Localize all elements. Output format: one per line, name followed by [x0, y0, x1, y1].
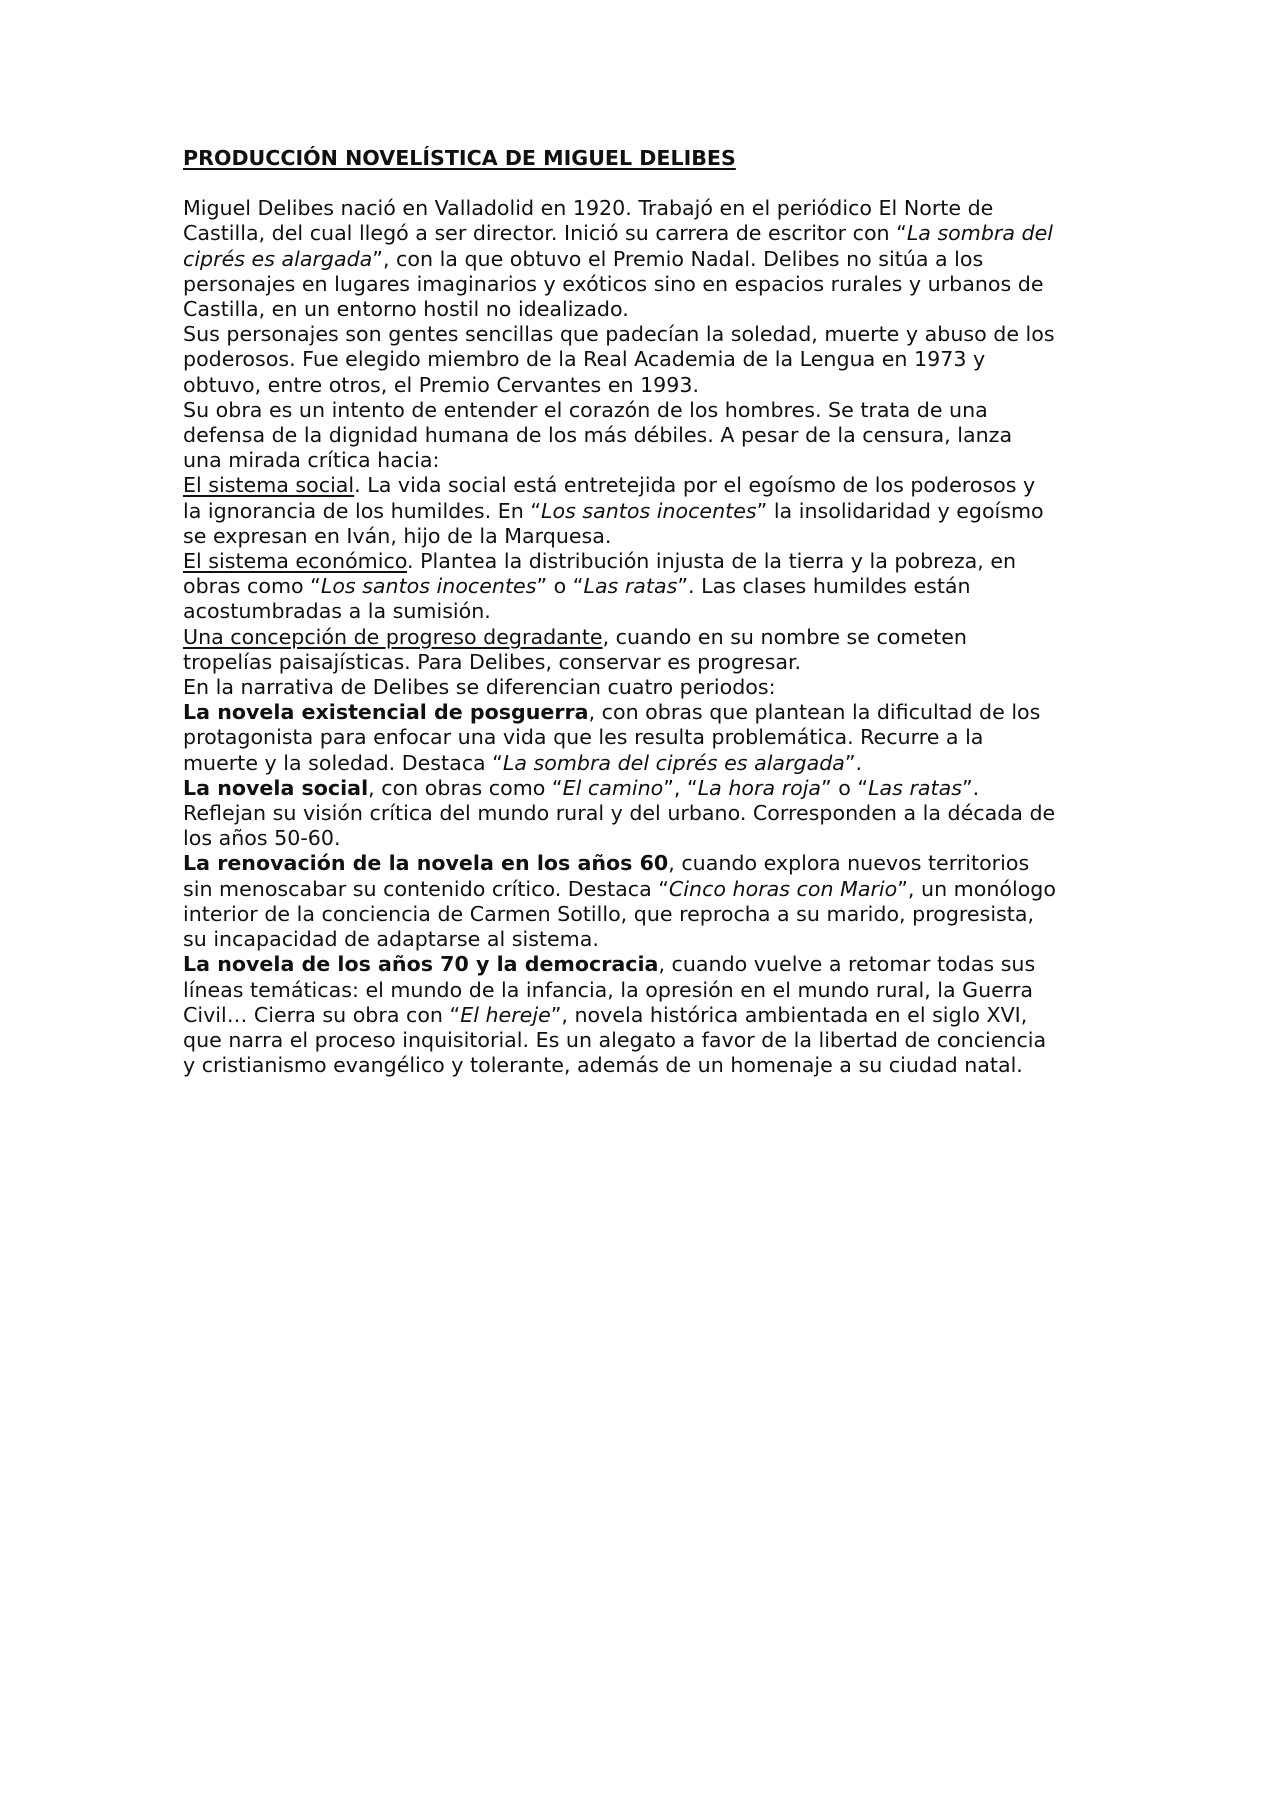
book-title: La sombra del ciprés es alargada [502, 750, 845, 775]
bold-heading: La novela social [183, 775, 369, 800]
book-title: El camino [562, 775, 664, 800]
text-segment: se expresan en Iván, hijo de la Marquesa. [183, 523, 612, 548]
book-title: La sombra del [906, 221, 1054, 246]
text-segment: sin menoscabar su contenido crítico. Destaca “ [183, 876, 669, 901]
book-title: Los santos inocentes [541, 498, 757, 523]
text-line [183, 801, 1113, 826]
text-line [183, 448, 1113, 473]
text-line [183, 524, 1113, 549]
text-line [183, 776, 1113, 801]
text-segment: ” o “ [821, 775, 869, 800]
text-line [183, 978, 1113, 1003]
text-line [183, 398, 1113, 423]
text-segment: , con obras que plantean la dificultad de los [588, 700, 1041, 725]
text-line [183, 1028, 1113, 1053]
text-line [183, 851, 1113, 876]
text-line [183, 902, 1113, 927]
text-line [183, 473, 1113, 498]
text-line [183, 952, 1113, 977]
book-title: ciprés es alargada [183, 246, 373, 271]
text-segment: En la narrativa de Delibes se diferencian cuatro periodos: [183, 675, 776, 700]
text-segment: Reflejan su visión crítica del mundo rural y del urbano. Corresponden a la década de [183, 801, 1056, 826]
text-line [183, 549, 1113, 574]
text-segment: . Plantea la distribución injusta de la tierra y la pobreza, en [407, 549, 1017, 574]
text-segment: muerte y la soledad. Destaca “ [183, 750, 503, 775]
book-title: Cinco horas con Mario [668, 876, 898, 901]
text-segment: ”, con la que obtuvo el Premio Nadal. Delibes no sitúa a los [372, 246, 984, 271]
document-title: PRODUCCIÓN NOVELÍSTICA DE MIGUEL DELIBES [183, 146, 736, 170]
text-segment: obtuvo, entre otros, el Premio Cervantes en 1993. [183, 372, 700, 397]
text-line [183, 574, 1113, 599]
text-segment: la ignorancia de los humildes. En “ [183, 498, 542, 523]
text-segment: personajes en lugares imaginarios y exóticos sino en espacios rurales y urbanos de [183, 271, 1044, 296]
text-line [183, 322, 1113, 347]
book-title: Los santos inocentes [320, 574, 537, 599]
text-line [183, 625, 1113, 650]
text-segment: ”, un monólogo [897, 876, 1056, 901]
text-line [183, 826, 1113, 851]
text-segment: ”, novela histórica ambientada en el siglo XVI, [550, 1002, 1028, 1027]
text-line [183, 700, 1113, 725]
text-segment: protagonista para enfocar una vida que les resulta problemática. Recurre a la [183, 725, 984, 750]
text-segment: una mirada crítica hacia: [183, 448, 440, 473]
book-title: El hereje [460, 1002, 551, 1027]
text-segment: . La vida social está entretejida por el egoísmo de los poderosos y [354, 473, 1036, 498]
text-segment: los años 50-60. [183, 826, 341, 851]
text-segment: Castilla, del cual llegó a ser director. Inició su carrera de escritor con “ [183, 221, 907, 246]
text-line [183, 347, 1113, 372]
text-line [183, 1053, 1113, 1078]
text-line [183, 499, 1113, 524]
text-segment: Su obra es un intento de entender el corazón de los hombres. Se trata de una [183, 397, 988, 422]
book-title: Las ratas [583, 574, 678, 599]
document-text [183, 196, 1113, 1078]
text-segment: , con obras como “ [368, 775, 563, 800]
text-segment: ”. [844, 750, 863, 775]
text-segment: ” la insolidaridad y egoísmo [756, 498, 1044, 523]
text-segment: que narra el proceso inquisitorial. Es un alegato a favor de la libertad de conciencia [183, 1027, 1047, 1052]
underlined-topic: El sistema social [183, 473, 355, 498]
text-segment: Civil… Cierra su obra con “ [183, 1002, 461, 1027]
text-segment: Castilla, en un entorno hostil no idealizado. [183, 297, 629, 322]
document-body [183, 146, 1113, 1078]
underlined-topic: Una concepción de progreso degradante [183, 624, 603, 649]
text-segment: interior de la conciencia de Carmen Sotillo, que reprocha a su marido, progresista, [183, 901, 1035, 926]
book-title: Las ratas [868, 775, 962, 800]
text-line [183, 272, 1113, 297]
bold-heading: La novela de los años 70 y la democracia [183, 952, 659, 977]
text-segment: , cuando vuelve a retomar todas sus [658, 952, 1036, 977]
text-segment: , cuando en su nombre se cometen [602, 624, 967, 649]
book-title: La hora roja [697, 775, 822, 800]
text-line [183, 423, 1113, 448]
text-segment: tropelías paisajísticas. Para Delibes, conservar es progresar. [183, 649, 802, 674]
text-segment: ”, “ [663, 775, 698, 800]
text-segment: poderosos. Fue elegido miembro de la Real Academia de la Lengua en 1973 y [183, 347, 986, 372]
bold-heading: La renovación de la novela en los años 60 [183, 851, 669, 876]
text-segment: , cuando explora nuevos territorios [668, 851, 1030, 876]
text-segment: obras como “ [183, 574, 321, 599]
text-segment: su incapacidad de adaptarse al sistema. [183, 927, 599, 952]
text-line [183, 1003, 1113, 1028]
text-segment: Miguel Delibes nació en Valladolid en 1920. Trabajó en el periódico El Norte de [183, 196, 994, 221]
text-segment: Sus personajes son gentes sencillas que padecían la soledad, muerte y abuso de los [183, 322, 1055, 347]
text-line [183, 196, 1113, 221]
underlined-topic: El sistema económico [183, 549, 408, 574]
text-segment: defensa de la dignidad humana de los más débiles. A pesar de la censura, lanza [183, 423, 1013, 448]
text-line [183, 373, 1113, 398]
text-segment: ” o “ [536, 574, 584, 599]
text-segment: ”. Las clases humildes están [677, 574, 971, 599]
text-segment: acostumbradas a la sumisión. [183, 599, 491, 624]
text-line [183, 725, 1113, 750]
text-line [183, 751, 1113, 776]
text-line [183, 877, 1113, 902]
bold-heading: La novela existencial de posguerra [183, 700, 589, 725]
text-segment: ”. [961, 775, 980, 800]
text-line [183, 675, 1113, 700]
text-line [183, 650, 1113, 675]
text-line [183, 247, 1113, 272]
text-line [183, 297, 1113, 322]
text-line [183, 927, 1113, 952]
text-line [183, 599, 1113, 624]
text-line [183, 221, 1113, 246]
text-segment: líneas temáticas: el mundo de la infancia, la opresión en el mundo rural, la Guerra [183, 977, 1034, 1002]
text-segment: y cristianismo evangélico y tolerante, además de un homenaje a su ciudad natal. [183, 1053, 1023, 1078]
